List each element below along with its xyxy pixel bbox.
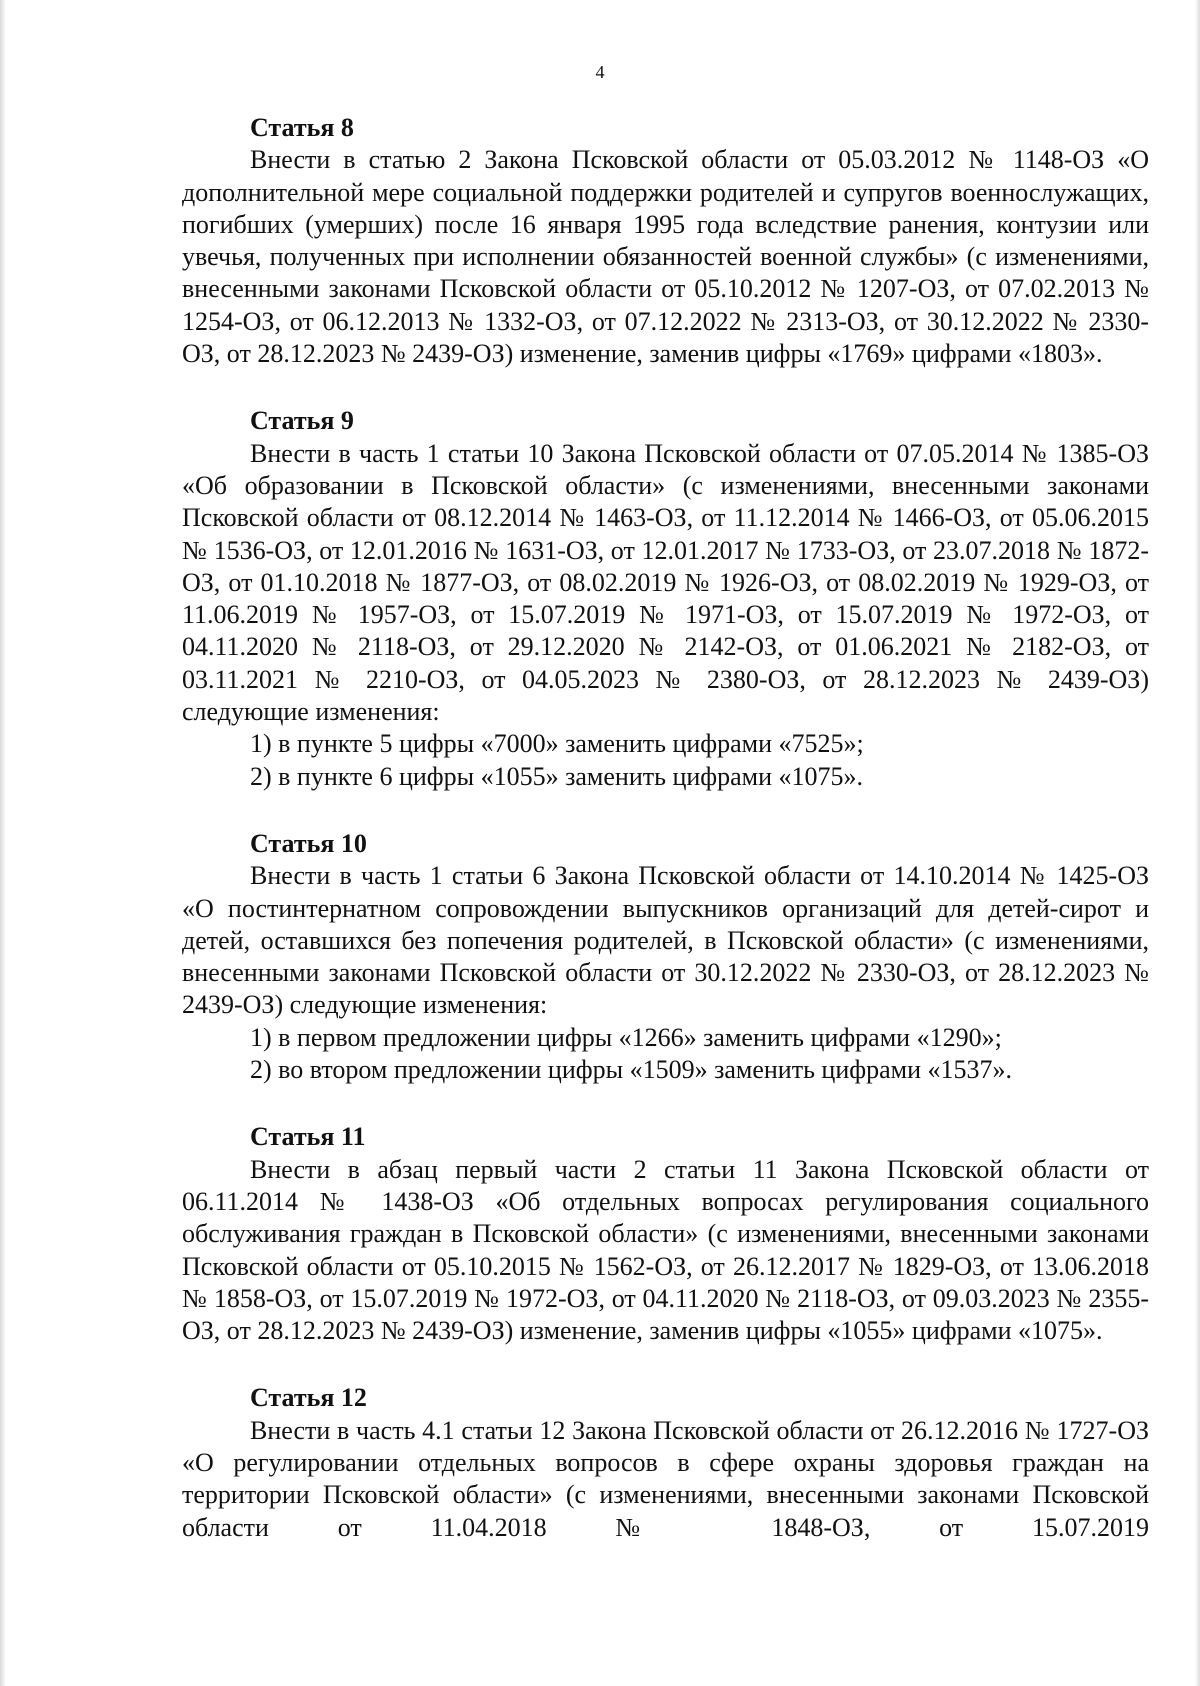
scan-edge-left (0, 0, 6, 1686)
article-8 (182, 112, 1149, 370)
article-11 (182, 1121, 1149, 1347)
article-list-item: 2) в пункте 6 цифры «1055» заменить цифрами «1075». (250, 761, 864, 791)
article-paragraph: Внести в часть 4.1 статьи 12 Закона Псковской области от 26.12.2016 № 1727-ОЗ «О регулировании отдельных вопросов в сфере охраны здоровья граждан на территории Псковской области» (с изменениями, внесенными законами Псковской области от 11.04.2018 № 1848-ОЗ, от 15.07.2019 (182, 1415, 1149, 1542)
article-title: Статья 12 (250, 1383, 367, 1413)
article-paragraph: Внести в часть 1 статьи 10 Закона Псковской области от 07.05.2014 № 1385-ОЗ «Об образовании в Псковской области» (с изменениями, внесенными законами Псковской области от 08.12.2014 № 1463-ОЗ, от 11.12.2014 № 1466-ОЗ, от 05.06.2015 № 1536-ОЗ, от 12.01.2016 № 1631-ОЗ, от 12.01.2017 № 1733-ОЗ, от 23.07.2018 № 1872-ОЗ, от 01.10.2018 № 1877-ОЗ, от 08.02.2019 № 1926-ОЗ, от 08.02.2019 № 1929-ОЗ, от 11.06.2019 № 1957-ОЗ, от 15.07.2019 № 1971-ОЗ, от 15.07.2019 № 1972-ОЗ, от 04.11.2020 № 2118-ОЗ, от 29.12.2020 № 2142-ОЗ, от 01.06.2021 № 2182-ОЗ, от 03.11.2021 № 2210-ОЗ, от 04.05.2023 № 2380-ОЗ, от 28.12.2023 № 2439-ОЗ) следующие изменения: (182, 438, 1149, 727)
article-12 (182, 1382, 1149, 1543)
article-title: Статья 9 (250, 406, 354, 436)
article-list-item: 2) во втором предложении цифры «1509» заменить цифрами «1537». (250, 1055, 1013, 1085)
article-title: Статья 11 (250, 1122, 366, 1152)
scan-edge-right (1195, 0, 1200, 1686)
article-title: Статья 8 (250, 113, 354, 142)
document-body (182, 112, 1149, 1579)
article-10 (182, 828, 1149, 1086)
article-9 (182, 405, 1149, 793)
article-list-item: 1) в пункте 5 цифры «7000» заменить цифрами «7525»; (250, 729, 864, 759)
article-paragraph: Внести в абзац первый части 2 статьи 11 Закона Псковской области от 06.11.2014 № 1438-ОЗ «Об отдельных вопросах регулирования социального обслуживания граждан в Псковской области» (с изменениями, внесенными законами Псковской области от 05.10.2015 № 1562-ОЗ, от 26.12.2017 № 1829-ОЗ, от 13.06.2018 № 1858-ОЗ, от 15.07.2019 № 1972-ОЗ, от 04.11.2020 № 2118-ОЗ, от 09.03.2023 № 2355-ОЗ, от 28.12.2023 № 2439-ОЗ) изменение, заменив цифры «1055» цифрами «1075». (182, 1154, 1149, 1346)
article-paragraph: Внести в часть 1 статьи 6 Закона Псковской области от 14.10.2014 № 1425-ОЗ «О постинтернатном сопровождении выпускников организаций для детей-сирот и детей, оставшихся без попечения родителей, в Псковской области» (с изменениями, внесенными законами Псковской области от 30.12.2022 № 2330-ОЗ, от 28.12.2023 № 2439-ОЗ) следующие изменения: (182, 861, 1149, 1020)
article-paragraph: Внести в статью 2 Закона Псковской области от 05.03.2012 № 1148-ОЗ «О дополнительной мере социальной поддержки родителей и супругов военнослужащих, погибших (умерших) после 16 января 1995 года вследствие ранения, контузии или увечья, полученных при исполнении обязанностей военной службы» (с изменениями, внесенными законами Псковской области от 05.10.2012 № 1207-ОЗ, от 07.02.2013 № 1254-ОЗ, от 06.12.2013 № 1332-ОЗ, от 07.12.2022 № 2313-ОЗ, от 30.12.2022 № 2330-ОЗ, от 28.12.2023 № 2439-ОЗ) изменение, заменив цифры «1769» цифрами «1803». (182, 145, 1149, 369)
page-number: 4 (595, 62, 605, 82)
article-list-item: 1) в первом предложении цифры «1266» заменить цифрами «1290»; (250, 1022, 1002, 1052)
article-title: Статья 10 (250, 828, 367, 858)
